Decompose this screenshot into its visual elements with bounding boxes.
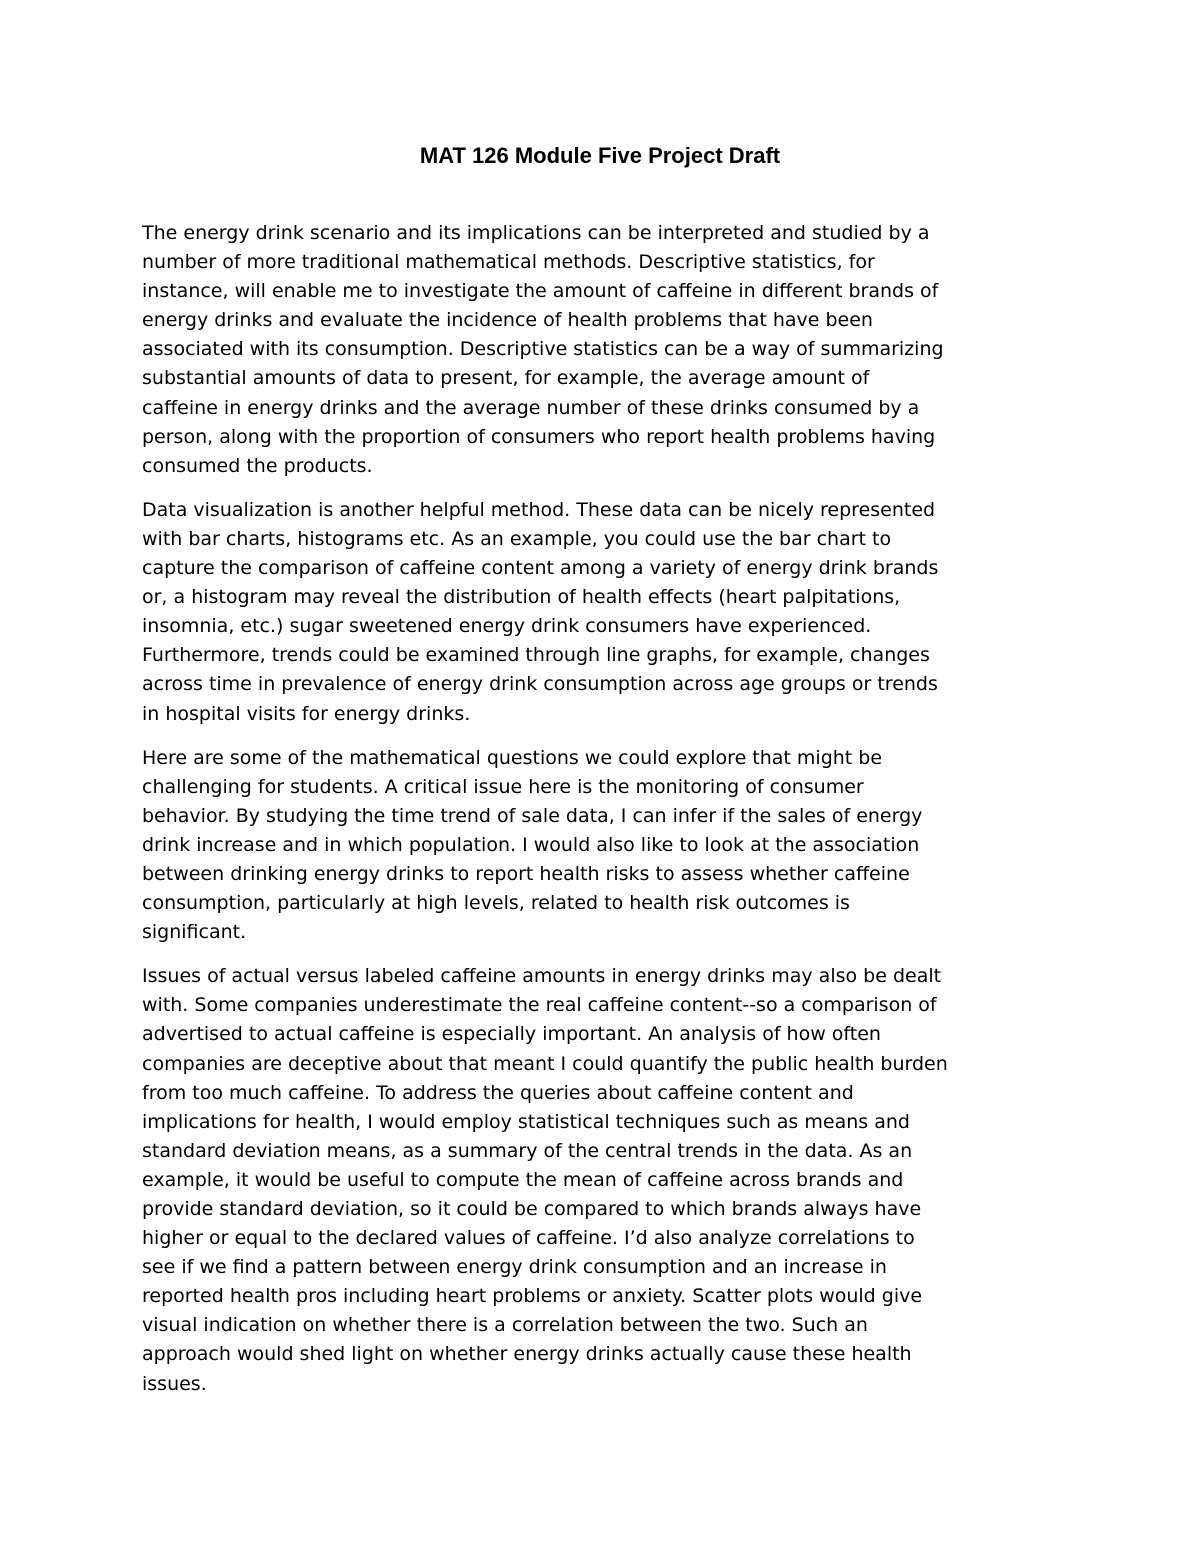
text-line: Here are some of the mathematical questions we could explore that might be — [142, 746, 883, 769]
text-line: in hospital visits for energy drinks. — [142, 702, 471, 725]
text-line: approach would shed light on whether energy drinks actually cause these health — [142, 1343, 912, 1366]
text-line: associated with its consumption. Descriptive statistics can be a way of summarizing — [142, 338, 944, 361]
text-line: significant. — [142, 921, 247, 944]
text-line: behavior. By studying the time trend of sale data, I can infer if the sales of energy — [142, 804, 923, 827]
text-line: implications for health, I would employ statistical techniques such as means and — [142, 1110, 910, 1133]
text-line: energy drinks and evaluate the incidence of health problems that have been — [142, 309, 873, 332]
text-line: example, it would be useful to compute the mean of caffeine across brands and — [142, 1168, 904, 1191]
text-line: provide standard deviation, so it could be compared to which brands always have — [142, 1198, 922, 1220]
paragraph-4 — [142, 962, 1062, 1398]
paragraph-2 — [142, 496, 1062, 729]
text-line: standard deviation means, as a summary of the central trends in the data. As an — [142, 1139, 913, 1162]
text-line: insomnia, etc.) sugar sweetened energy drink consumers have experienced. — [142, 615, 872, 638]
text-line: challenging for students. A critical issue here is the monitoring of consumer — [142, 775, 864, 798]
text-line: Data visualization is another helpful method. These data can be nicely represented — [142, 498, 936, 521]
text-line: or, a histogram may reveal the distribution of health effects (heart palpitations, — [142, 586, 901, 609]
text-line: Issues of actual versus labeled caffeine amounts in energy drinks may also be dealt — [142, 965, 942, 988]
text-line: from too much caffeine. To address the queries about caffeine content and — [142, 1081, 854, 1104]
text-line: consumed the products. — [142, 454, 373, 477]
text-line: capture the comparison of caffeine content among a variety of energy drink brands — [142, 557, 939, 580]
text-line: person, along with the proportion of consumers who report health problems having — [142, 425, 936, 448]
text-line: companies are deceptive about that meant I could quantify the public health burden — [142, 1052, 948, 1075]
text-line: number of more traditional mathematical methods. Descriptive statistics, for — [142, 251, 875, 274]
text-line: drink increase and in which population. I would also like to look at the association — [142, 833, 920, 856]
text-line: instance, will enable me to investigate the amount of caffeine in different brands of — [142, 280, 939, 303]
text-line: advertised to actual caffeine is especially important. An analysis of how often — [142, 1023, 881, 1046]
text-line: across time in prevalence of energy drink consumption across age groups or trends — [142, 673, 938, 696]
text-line: The energy drink scenario and its implications can be interpreted and studied by a — [142, 222, 930, 244]
text-line: caffeine in energy drinks and the average number of these drinks consumed by a — [142, 396, 920, 419]
page-title: MAT 126 Module Five Project Draft — [419, 143, 781, 168]
document-body — [142, 219, 1062, 1414]
text-line: substantial amounts of data to present, for example, the average amount of — [142, 367, 870, 390]
text-line: see if we find a pattern between energy drink consumption and an increase in — [142, 1256, 887, 1279]
text-line: Furthermore, trends could be examined through line graphs, for example, changes — [142, 644, 930, 667]
text-line: with bar charts, histograms etc. As an example, you could use the bar chart to — [142, 527, 892, 550]
text-line: consumption, particularly at high levels, related to health risk outcomes is — [142, 892, 850, 915]
text-line: issues. — [142, 1372, 207, 1395]
text-line: visual indication on whether there is a correlation between the two. Such an — [142, 1314, 868, 1337]
text-line: with. Some companies underestimate the real caffeine content--so a comparison of — [142, 994, 937, 1017]
text-line: between drinking energy drinks to report health risks to assess whether caffeine — [142, 862, 910, 885]
paragraph-1 — [142, 219, 1062, 481]
paragraph-3 — [142, 744, 1062, 948]
text-line: reported health pros including heart problems or anxiety. Scatter plots would give — [142, 1285, 923, 1308]
text-line: higher or equal to the declared values of caffeine. I’d also analyze correlations to — [142, 1227, 915, 1250]
